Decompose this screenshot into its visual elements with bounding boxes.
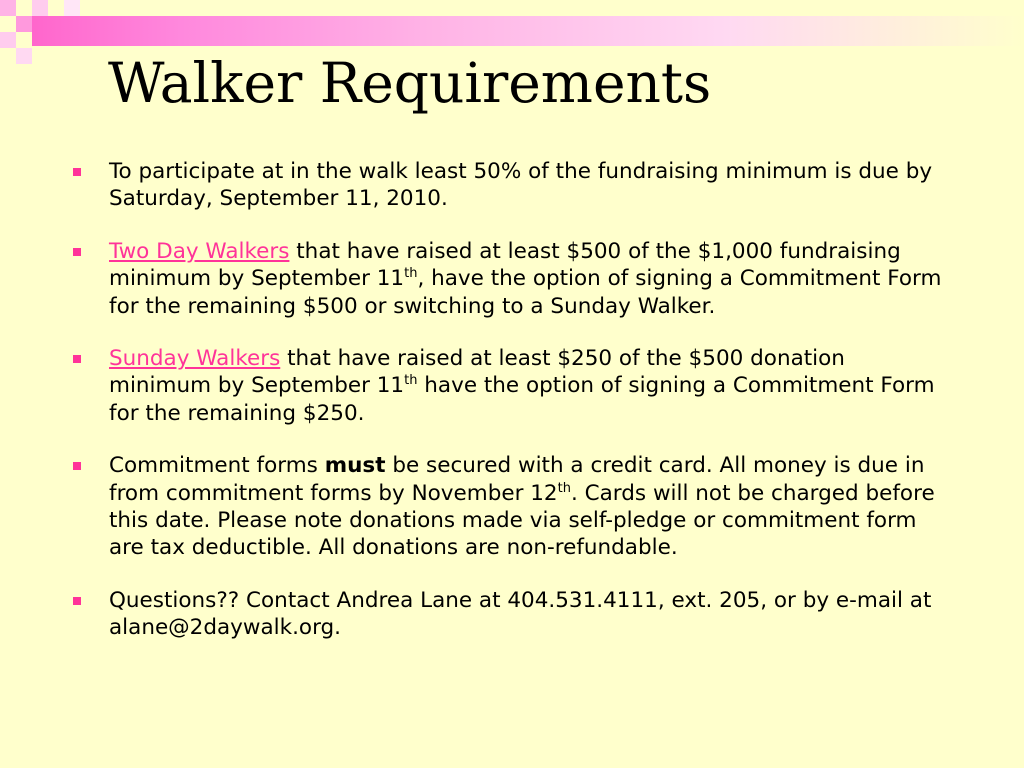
bullet-marker-icon [73,462,81,470]
decor-square [64,0,80,16]
bullet-text: that have raised at least $500 of the $1,000 fundraising minimum by September 11 [109,238,901,292]
bullet-item-questions [73,587,953,642]
bullet-text: Questions?? Contact Andrea Lane at 404.531.4111, ext. 205, or by e-mail at alane@2daywalk.org. [109,587,932,641]
bullet-marker-icon [73,355,81,363]
bullet-item-sunday-walkers [73,345,953,427]
bullet-marker-icon [73,248,81,256]
decor-gradient-bar [32,16,1024,46]
bullet-marker-icon [73,597,81,605]
bullet-item-participation [73,158,953,213]
ordinal-suffix: th [404,266,418,282]
sunday-walkers-link[interactable]: Sunday Walkers [109,346,281,372]
ordinal-suffix: th [557,480,571,496]
bullet-marker-icon [73,168,81,176]
bullet-text: . Cards will not be charged before this date. Please note donations made via self-pledge or commitment form are tax deductible. All donations are non-refundable. [109,480,935,561]
decor-square [16,48,32,64]
bullet-text: To participate at in the walk least 50% of the fundraising minimum is due by Saturday, September 11, 2010. [109,159,933,212]
bullet-text: have the option of signing a Commitment Form for the remaining $250. [109,373,935,426]
emphasis-must: must [324,453,386,479]
decor-square [16,16,32,32]
bullet-text: , have the option of signing a Commitment Form for the remaining $500 or switching to a Sunday Walker. [109,266,942,319]
slide-title: Walker Requirements [108,51,712,115]
bullet-item-commitment-forms [73,452,953,562]
two-day-walkers-link[interactable]: Two Day Walkers [109,238,290,264]
decor-square [32,0,48,16]
bullet-text: Commitment forms [109,453,325,479]
ordinal-suffix: th [404,373,418,389]
bullet-text: that have raised at least $250 of the $500 donation minimum by September 11 [109,346,845,399]
decor-square [0,32,16,48]
bullet-text: be secured with a credit card. All money is due in from commitment forms by November 12 [109,453,925,506]
bullet-item-two-day-walkers [73,238,953,320]
decor-square [0,0,16,16]
bullet-list [73,158,953,667]
